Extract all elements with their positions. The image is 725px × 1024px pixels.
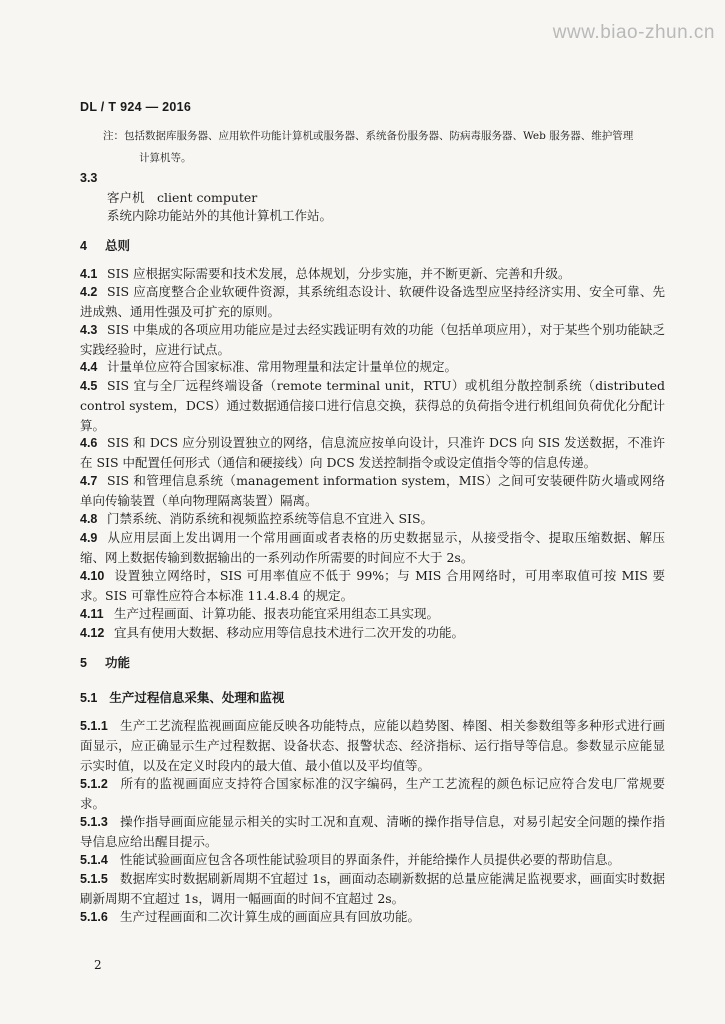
watermark: www.biao-zhun.cn <box>552 22 715 43</box>
page-number: 2 <box>94 958 102 972</box>
clause-5-1-4: 5.1.4 性能试验画面应包含各项性能试验项目的界面条件，并能给操作人员提供必要的帮助信息。 <box>80 852 621 867</box>
clause-4-4: 4.4 计量单位应符合国家标准、常用物理量和法定计量单位的规定。 <box>80 359 458 374</box>
clause-4-9: 4.9 从应用层面上发出调用一个常用画面或者表格的历史数据显示，从接受指令、提取压缩数据、解压缩、网上数据传输到数据输出的一系列动作所需要的时间应不大于 2s。 <box>80 530 665 565</box>
clause-4-3: 4.3 SIS 中集成的各项应用功能应是过去经实践证明有效的功能（包括单项应用），对于某些个别功能缺乏实践经验时，应进行试点。 <box>80 322 665 357</box>
note-line-1: 注：包括数据库服务器、应用软件功能计算机或服务器、系统备份服务器、防病毒服务器、Web 服务器、维护管理 <box>103 130 634 142</box>
clause-4-1: 4.1 SIS 应根据实际需要和技术发展，总体规划，分步实施，并不断更新、完善和升级。 <box>80 266 571 281</box>
clause-3-3-number: 3.3 <box>80 171 98 185</box>
section-5-1-heading: 5.1 生产过程信息采集、处理和监视 <box>80 691 285 705</box>
clause-4-10: 4.10 设置独立网络时，SIS 可用率值应不低于 99%；与 MIS 合用网络时，可用率取值可按 MIS 要求。SIS 可靠性应符合本标准 11.4.8.4 的规定。 <box>80 568 665 603</box>
clause-3-3-term: 客户机 client computer <box>107 190 258 205</box>
clause-4-5: 4.5 SIS 宜与全厂远程终端设备（remote terminal unit，RTU）或机组分散控制系统（distributed control system，DCS）通过数据通信接口进行信息交换，获得总的负荷指令进行机组间负荷优化分配计算。 <box>80 378 665 433</box>
clause-4-11: 4.11 生产过程画面、计算功能、报表功能宜采用组态工具实现。 <box>80 606 440 621</box>
clause-5-1-5: 5.1.5 数据库实时数据刷新周期不宜超过 1s，画面动态刷新数据的总量应能满足监视要求，画面实时数据刷新周期不宜超过 1s，调用一幅画面的时间不宜超过 2s。 <box>80 871 665 906</box>
section-5-heading: 5 功能 <box>80 656 130 670</box>
note <box>103 125 663 169</box>
clause-3-3-definition: 系统内除功能站外的其他计算机工作站。 <box>107 208 333 223</box>
clause-4-7: 4.7 SIS 和管理信息系统（management information system，MIS）之间可安装硬件防火墙或网络单向传输装置（单向物理隔离装置）隔离。 <box>80 473 665 508</box>
clause-5-1-1: 5.1.1 生产工艺流程监视画面应能反映各功能特点，应能以趋势图、棒图、相关参数组等多种形式进行画面显示，应正确显示生产过程数据、设备状态、报警状态、经济指标、运行指导等信息。参数显示应能显示实时值，以及在定义时段内的最大值、最小值以及平均值等。 <box>80 718 665 773</box>
clause-5-1-3: 5.1.3 操作指导画面应能显示相关的实时工况和直观、清晰的操作指导信息，对易引起安全问题的操作指导信息应给出醒目提示。 <box>80 814 665 849</box>
section-4-heading: 4 总则 <box>80 239 130 253</box>
clause-5-1-6: 5.1.6 生产过程画面和二次计算生成的画面应具有回放功能。 <box>80 909 421 924</box>
clause-4-8: 4.8 门禁系统、消防系统和视频监控系统等信息不宜进入 SIS。 <box>80 511 434 526</box>
clause-4-12: 4.12 宜具有使用大数据、移动应用等信息技术进行二次开发的功能。 <box>80 625 465 640</box>
note-line-2: 计算机等。 <box>139 152 192 164</box>
clause-5-1-2: 5.1.2 所有的监视画面应支持符合国家标准的汉字编码，生产工艺流程的颜色标记应符合发电厂常规要求。 <box>80 776 665 811</box>
clause-4-2: 4.2 SIS 应高度整合企业软硬件资源，其系统组态设计、软硬件设备选型应坚持经济实用、安全可靠、先进成熟、通用性强及可扩充的原则。 <box>80 284 665 319</box>
standard-code: DL / T 924 — 2016 <box>80 100 192 114</box>
clause-4-6: 4.6 SIS 和 DCS 应分别设置独立的网络，信息流应按单向设计，只准许 DCS 向 SIS 发送数据，不准许在 SIS 中配置任何形式（通信和硬接线）向 DCS 发送控制指令或设定值指令等的信息传递。 <box>80 435 665 470</box>
